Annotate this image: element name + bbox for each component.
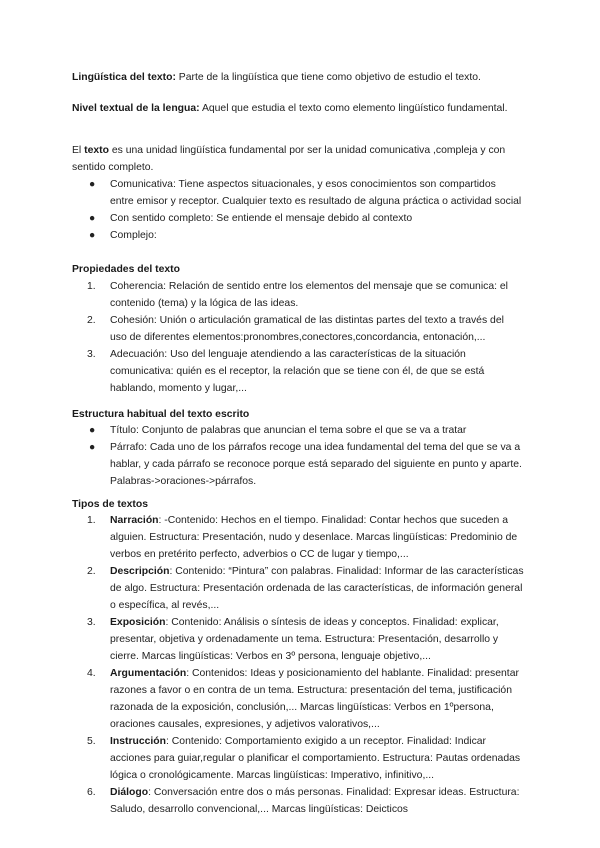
list-item-term: Descripción: [110, 566, 170, 577]
list-item: [72, 512, 528, 563]
bullet-icon: ●: [89, 230, 96, 241]
list-item: [72, 312, 522, 346]
list-item: [72, 614, 528, 665]
list-number: 1.: [87, 281, 96, 292]
propiedades-list: [72, 278, 522, 397]
list-item-text: : Contenido: Análisis o síntesis de ideas y conceptos. Finalidad: explicar, presentar, objetiva y ordenadamente un tema. Estructura: Presentación, desarrollo y cierre. Marcas lingüísticas: Verbos en 3º persona, lenguaje objetivo,...: [110, 617, 499, 662]
list-number: 2.: [87, 566, 96, 577]
estructura-list: [72, 422, 522, 490]
list-item-text: : Conversación entre dos o más personas. Finalidad: Expresar ideas. Estructura: Saludo, desarrollo convencional,... Marcas lingüísticas: Deicticos: [110, 787, 520, 815]
list-item: [72, 176, 522, 210]
features-list: [72, 176, 522, 244]
list-number: 2.: [87, 315, 96, 326]
section-heading-estructura: Estructura habitual del texto escrito: [72, 409, 250, 420]
list-item-term: Diálogo: [110, 787, 149, 798]
definition-term: Nivel textual de la lengua:: [72, 103, 200, 114]
list-number: 4.: [87, 668, 96, 679]
list-item: [72, 563, 528, 614]
bullet-icon: ●: [89, 213, 96, 224]
list-item-text: : Contenido: “Pintura” con palabras. Finalidad: Informar de las características de algo. Estructura: Presentación ordenada de las características, de información general o específica, al revés,...: [110, 566, 524, 611]
list-item-term: Instrucción: [110, 736, 167, 747]
list-item-text: Complejo:: [110, 230, 157, 241]
section-heading-propiedades: Propiedades del texto: [72, 264, 180, 275]
list-item-term: Argumentación: [110, 668, 187, 679]
list-number: 3.: [87, 617, 96, 628]
list-number: 3.: [87, 349, 96, 360]
list-item-text: : Contenidos: Ideas y posicionamiento del hablante. Finalidad: presentar razones a favor o en contra de un tema. Estructura: presentación del tema, justificación razonada de la exposición, conclusión,... Marcas lingüísticas: Verbos en 1ºpersona, oraciones causales, expresiones, y adjetivos valorativos,...: [110, 668, 519, 730]
list-item: [72, 346, 522, 397]
list-item: [72, 784, 528, 818]
definition-texto: [72, 142, 530, 176]
definition-prefix: El: [72, 145, 85, 156]
definition-text: es una unidad lingüística fundamental por ser la unidad comunicativa ,compleja y con sentido completo.: [72, 145, 506, 173]
list-item-text: : -Contenido: Hechos en el tiempo. Finalidad: Contar hechos que suceden a alguien. Estructura: Presentación, nudo y desenlace. Marcas lingüísticas: Predominio de verbos en pretérito perfecto, adverbios o CC de lugar y tiempo,...: [110, 515, 518, 560]
list-item-text: Coherencia: Relación de sentido entre los elementos del mensaje que se comunica: el contenido (tema) y la lógica de las ideas.: [110, 281, 508, 309]
list-number: 5.: [87, 736, 96, 747]
list-item-text: Título: Conjunto de palabras que anuncian el tema sobre el que se va a tratar: [110, 425, 467, 436]
bullet-icon: ●: [89, 179, 96, 190]
list-item-text: Párrafo: Cada uno de los párrafos recoge una idea fundamental del tema del que se va a hablar, y cada párrafo se reconoce porque está separado del siguiente en punto y aparte. Palabras->oraciones->párrafos.: [110, 442, 522, 487]
definition-term: Lingüística del texto:: [72, 72, 176, 83]
definition-term: texto: [84, 145, 109, 156]
list-item-text: Comunicativa: Tiene aspectos situacionales, y esos conocimientos son compartidos entre emisor y receptor. Cualquier texto es resultado de alguna práctica o actividad social: [110, 179, 522, 207]
list-number: 1.: [87, 515, 96, 526]
list-item-text: Adecuación: Uso del lenguaje atendiendo a las características de la situación comunicativa: quién es el receptor, la relación que se tiene con él, de que se está hablando, momento y lugar,...: [110, 349, 485, 394]
list-item-text: Cohesión: Unión o articulación gramatical de las distintas partes del texto a través del uso de diferentes elementos:pronombres,conectores,concordancia, entonación,...: [110, 315, 504, 343]
list-item: [72, 439, 522, 490]
definition-text: Parte de la lingüística que tiene como objetivo de estudio el texto.: [175, 72, 481, 83]
list-item: [72, 733, 528, 784]
list-item-term: Narración: [110, 515, 159, 526]
bullet-icon: ●: [89, 425, 96, 436]
list-number: 6.: [87, 787, 96, 798]
list-item: [72, 278, 522, 312]
list-item-term: Exposición: [110, 617, 166, 628]
list-item: [72, 227, 522, 244]
list-item: [72, 210, 522, 227]
list-item: [72, 665, 528, 733]
definition-linguistica-texto: [72, 69, 532, 86]
section-heading-tipos: Tipos de textos: [72, 499, 149, 510]
bullet-icon: ●: [89, 442, 96, 453]
list-item: [72, 422, 522, 439]
definition-text: Aquel que estudia el texto como elemento lingüístico fundamental.: [199, 103, 508, 114]
definition-nivel-textual: [72, 100, 512, 117]
list-item-text: Con sentido completo: Se entiende el mensaje debido al contexto: [110, 213, 413, 224]
list-item-text: : Contenido: Comportamiento exigido a un receptor. Finalidad: Indicar acciones para guiar,regular o planificar el comportamiento. Estructura: Pautas ordenadas lógica o cronológicamente. Marcas lingüísticas: Imperativo, infinitivo,...: [110, 736, 521, 781]
tipos-list: [72, 512, 528, 818]
